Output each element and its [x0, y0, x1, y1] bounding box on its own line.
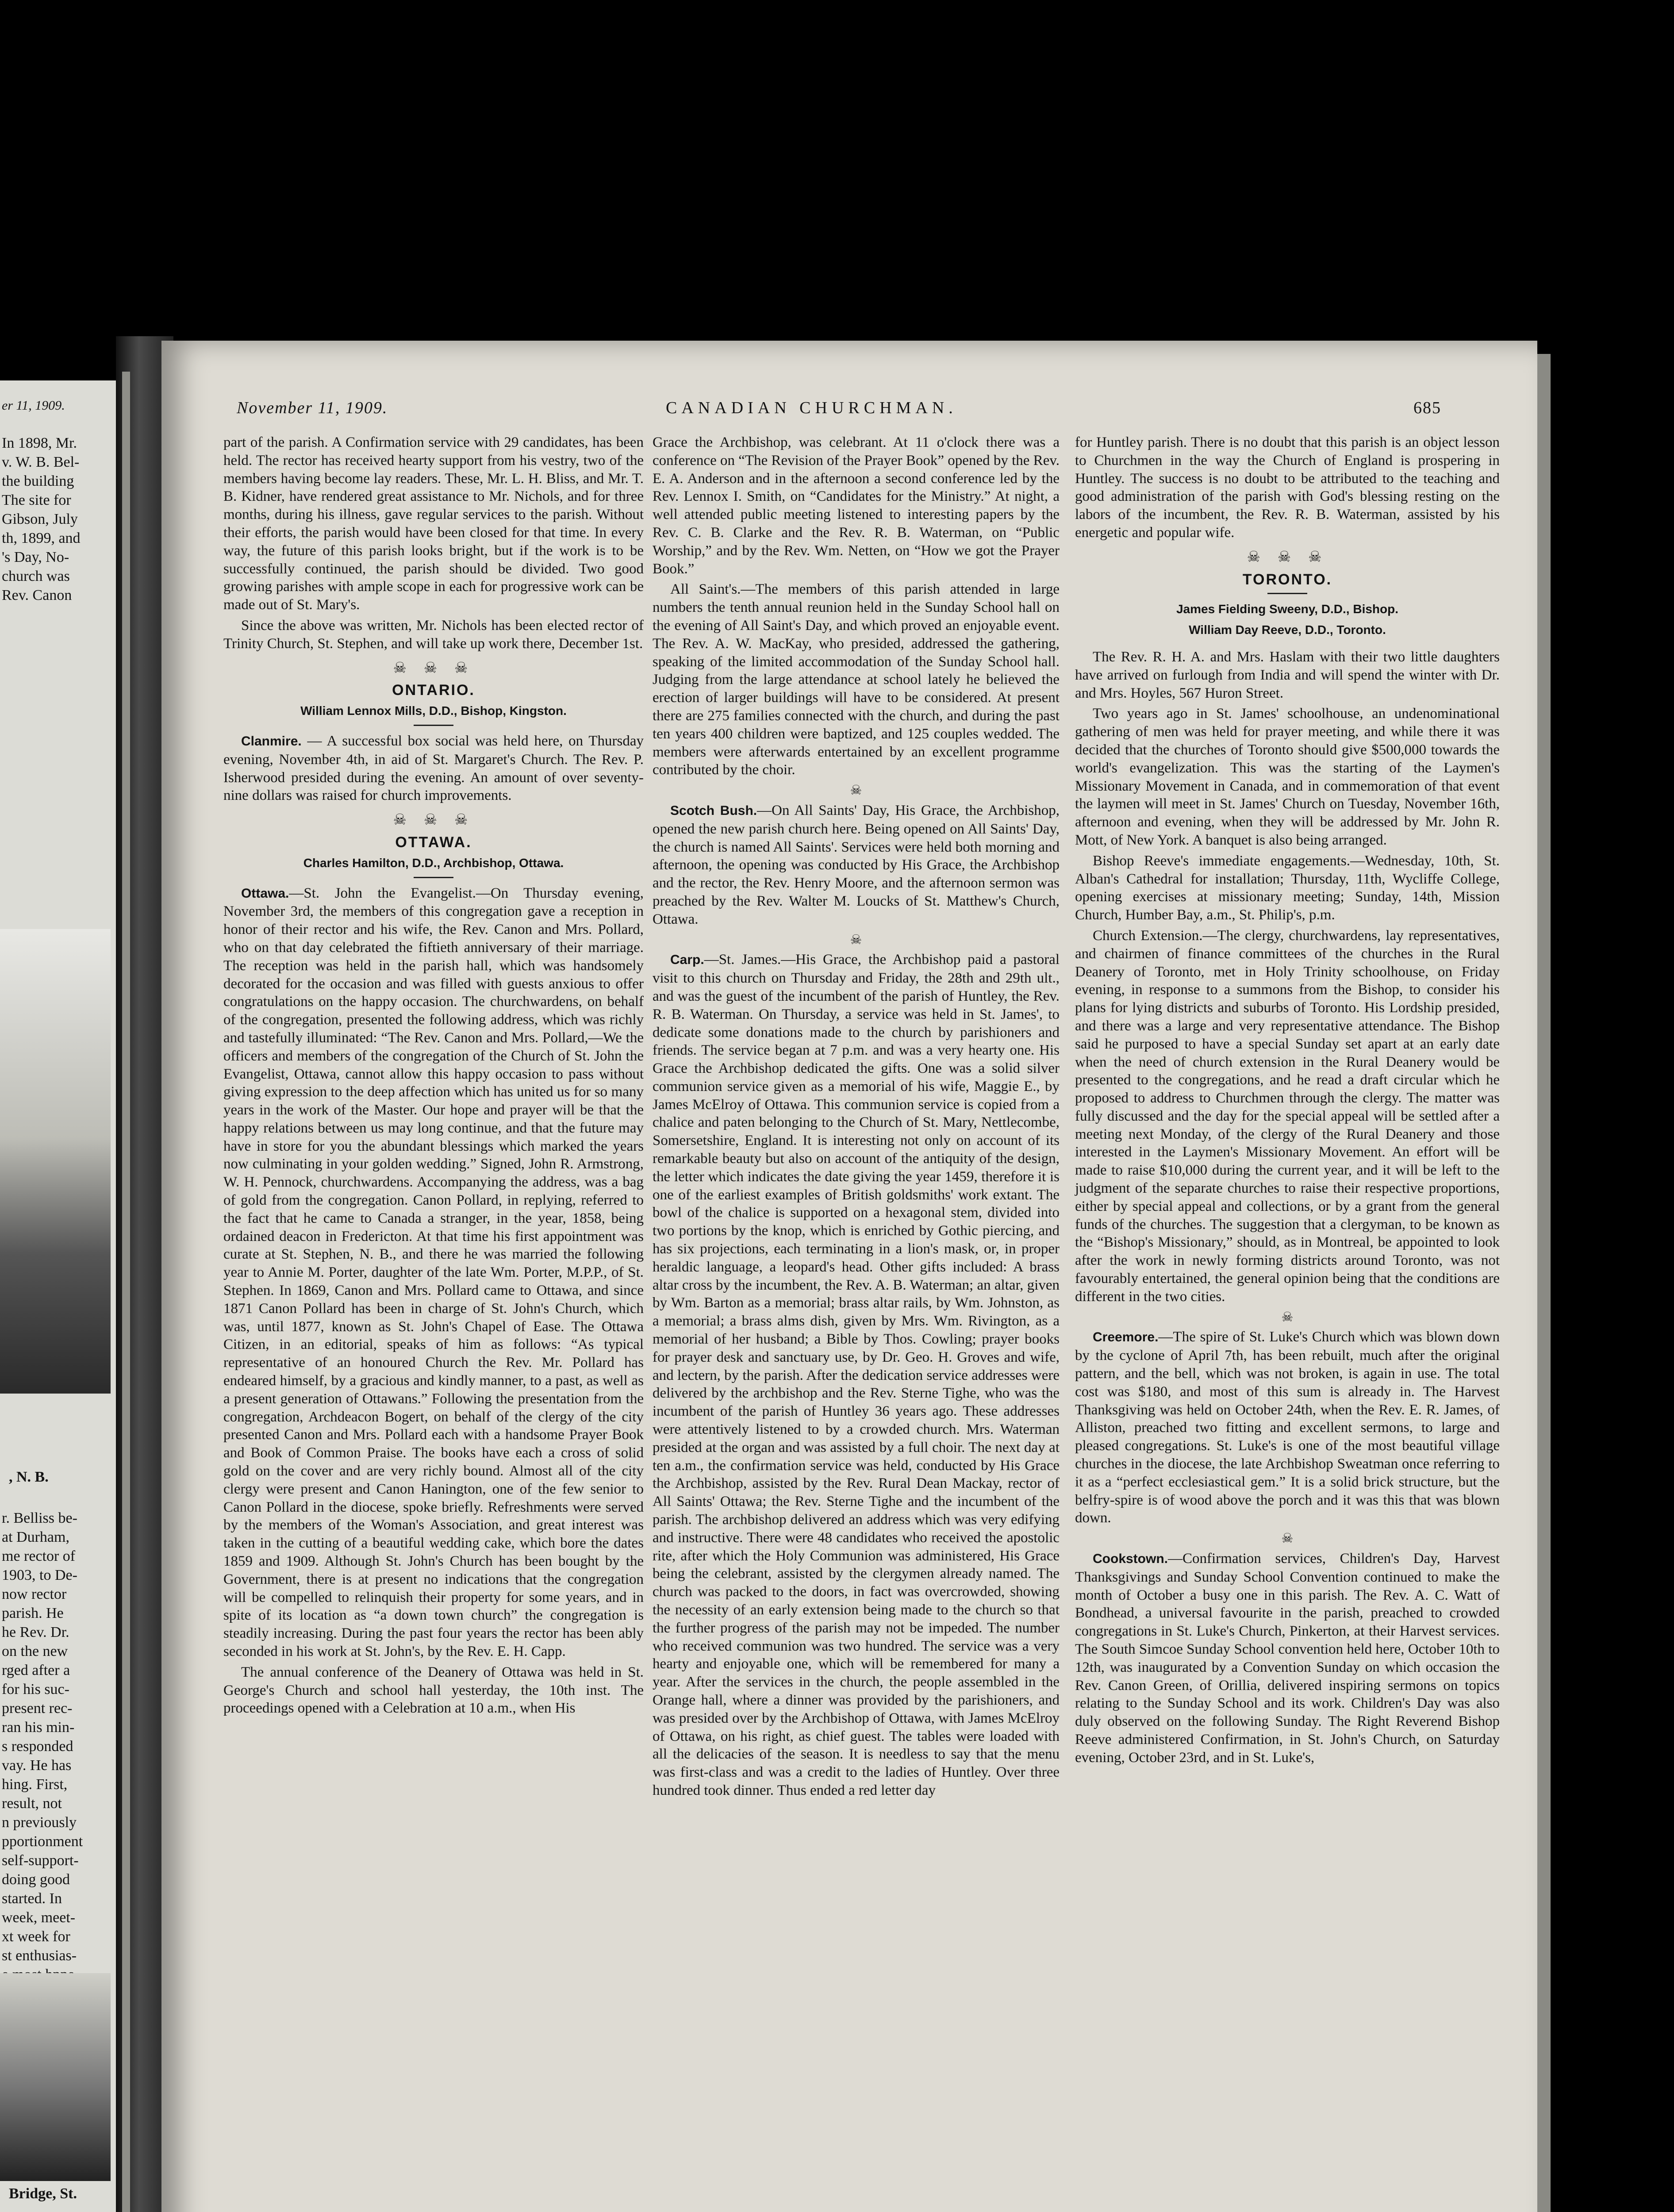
- item-ornament: ☠: [850, 932, 862, 948]
- paragraph: Two years ago in St. James' schoolhouse, an undenominational gathering of men was held for prayer meeting, and while there it was decided that the churches of Toronto should give $500,000 towards the world's evangelization. This was the starting of the Laymen's Missionary Movement in Canada, and in commemoration of that event the laymen will meet in St. James' Church on Tuesday, November 16th, afternoon and evening, when they will be addressed by Mr. John R. Mott, of New York. A banquet is also being arranged.: [1075, 706, 1500, 848]
- item-ornament: ☠: [1281, 1309, 1294, 1325]
- news-item-text: —St. John the Evangelist.—On Thursday evening, November 3rd, the members of this congregation gave a reception in honor of their rector and his wife, the Rev. Canon and Mrs. Pollard, who on that day celebrated the fiftieth anniversary of their marriage. The reception was held in the parish hall, which was handsomely decorated for the occasion and was filled with guests anxious to offer congratulations on the happy occasion. The churchwardens, on behalf of the congregation, presented the following address, which was richly and tastefully illuminated: “The Rev. Canon and Mrs. Pollard,—We the officers and members of the congregation of the Church of St. John the Evangelist, Ottawa, cannot allow this happy occasion to pass without giving expression to the deep affection which has united us for so many years in the work of the Master. Our hope and prayer will be that the happy relations between us may long continue, and that the future may have in store for you the abundant blessings which marked the years now culminating in your golden wedding.” Signed, John R. Armstrong, W. H. Pennock, churchwardens. Accompanying the address, was a bag of gold from the congregation. Canon Pollard, in replying, referred to the fact that he came to Canada a stranger, in the year, 1858, being ordained deacon in Fredericton. At that time his first appointment was curate at St. Stephen, N. B., and there he was married the following year to Annie M. Porter, daughter of the late Wm. Porter, M.P.P., of St. Stephen. In 1869, Canon and Mrs. Pollard came to Ottawa, and since 1871 Canon Pollard has been in charge of St. John's Church, which was, until 1877, known as St. John's Chapel of Ease. The Ottawa Citizen, in an editorial, speaks of him as follows: “As typical representative of an honoured Church the Rev. Mr. Pollard has endeared himself, by a gracious and kindly manner, to a past, as well as a present generation of Ottawans.” Following the presentation from the congregation, Archdeacon Bogert, on behalf of the clergy of the city presented Canon and Mrs. Pollard each with a handsome Prayer Book and Book of Common Praise. The books have each a cross of solid gold on the cover and are very richly bound. Almost all of the city clergy were present and Canon Hanington, one of the few senior to Canon Pollard in the diocese, spoke briefly. Refreshments were served by the members of the Woman's Association, and great interest was taken in the cutting of a beautiful wedding cake, which bore the dates 1859 and 1909. Although St. John's Church has been bought by the Government, there is at present no indications that the congregation will be compelled to relinquish their property for some years, and in spite of its location as “a down town church” the congregation is steadily increasing. During the past four years the rector has been ably seconded in his work at St. John's, by the Rev. E. H. Capp.: [223, 885, 644, 1659]
- paragraph: Church Extension.—The clergy, churchwardens, lay representatives, and chairmen of finance committees of the churches in the Rural Deanery of Toronto, met in Holy Trinity schoolhouse, on Friday evening, in response to a summons from the Bishop, to consider his plans for lying districts and suburbs of Toronto. His Lordship presided, and there was a large and very representative attendance. The Bishop said he purposed to have a special Sunday set apart at an early date when the need of church extension in the Rural Deanery would be presented to the congregations, and he read a draft circular which he proposed to address to Churchmen through the clergy. The matter was fully discussed and the day for the special appeal will be settled after a meeting next Monday, of the clergy of the Rural Deanery and those interested in the Laymen's Missionary Movement. An effort will be made to raise $10,000 during the current year, and it will be left to the judgment of the separate churches to raise their respective proportions, either by special appeal and collections, or by a grant from the general funds of the churches. The suggestion that a clergyman, to be known as the “Bishop's Missionary,” should, as in Montreal, be appointed to look after the work in newly forming districts around Toronto, was not favourably entertained, the general opinion being that the conditions are different in the two cities.: [1075, 927, 1500, 1305]
- divider: [414, 877, 453, 878]
- divider: [414, 725, 453, 726]
- news-item-text: —The spire of St. Luke's Church which was blown down by the cyclone of April 7th, has been rebuilt, much after the original pattern, and the bell, which was not broken, is again in use. The total cost was $180, and most of this sum is already in. The Harvest Thanksgiving was held on October 24th, when the Rev. E. R. James, of Alliston, preached two fitting and excellent sermons, to large and pleased congregations. St. Luke's is one of the most beautiful village churches in the diocese, the late Archbishop Sweatman once referring to it as a “perfect ecclesiastical gem.” It is a solid brick structure, but the belfry-spire is of wood above the porch and it was this that was blown down.: [1075, 1329, 1500, 1526]
- column-2: [653, 434, 1060, 1802]
- bishop-line: William Lennox Mills, D.D., Bishop, Kingston.: [300, 704, 567, 718]
- diocese-heading-toronto: TORONTO.: [1242, 571, 1332, 588]
- publication-title: CANADIAN CHURCHMAN.: [666, 399, 957, 417]
- divider: [1267, 593, 1307, 594]
- item-ornament: ☠: [850, 783, 862, 799]
- paragraph: All Saint's.—The members of this parish attended in large numbers the tenth annual reunion held in the Sunday School hall on the evening of All Saint's Day, and which proved an enjoyable event. The Rev. A. W. MacKay, who presided, addressed the gathering, speaking of the limited accommodation of the Sunday School hall. Judging from the large attendance at school lately he believed the erection of larger buildings will have to be considered. At present there are 275 families connected with the church, and during the past ten years 400 children were baptized, and 125 couples wedded. The members were afterwards entertained by an excellent programme contributed by the choir.: [653, 581, 1060, 778]
- place-name: Carp.: [670, 952, 704, 968]
- column-3: [1075, 434, 1500, 1770]
- bridge-photo: [0, 1973, 111, 2181]
- photo-caption: Bridge, St.: [9, 2185, 77, 2202]
- news-item-text: —St. James.—His Grace, the Archbishop paid a pastoral visit to this church on Thursday and Friday, the 28th and 29th ult., and was the guest of the incumbent of the parish of Huntley, the Rev. R. B. Waterman. On Thursday, a service was held in St. James', to dedicate some donations made to the church by parishioners and friends. The service began at 7 p.m. and was a very hearty one. His Grace the Archbishop dedicated the gifts. One was a solid silver communion service given as a memorial of his wife, Maggie E., by James McElroy of Ottawa. This communion service is copied from a chalice and paten belonging to the Church of St. Mary, Nettlecombe, Somersetshire, England. It is interesting not only on account of its remarkable beauty but also on account of the antiquity of the design, the letter which indicates the date giving the year 1459, therefore it is one of the earliest examples of British goldsmiths' work extant. The bowl of the chalice is supported on a hexagonal stem, divided into two portions by the knop, which is enriched by Gothic piercing, and has six projections, each terminating in a lion's mask, or, in proper heraldic language, a leopard's head. Other gifts included: A brass altar cross by the incumbent, the Rev. A. B. Waterman; an altar, given by Wm. Barton as a memorial; brass altar rails, by Wm. Johnston, as a memorial; a brass alms dish, given by Mrs. Wm. Rivington, as a memorial of her husband; a Bible by Thos. Cowling; prayer books for prayer desk and sanctuary use, by Dr. Geo. H. Groves and wife, and lectern, by the parish. After the dedication service addresses were delivered by the archbishop and the Rev. Sterne Tighe, who was the incumbent of the parish of Huntley 36 years ago. These addresses were attentively listened to by a crowded church. Mrs. Waterman presided at the organ and was assisted by a full choir. The next day at ten a.m., the confirmation service was held, conducted by His Grace the Archbishop, assisted by the Rev. Rural Dean Mackay, rector of All Saints' Ottawa; the Rev. Sterne Tighe and the incumbent of the parish. The archbishop delivered an address which was very edifying and instructive. There were 48 candidates who received the apostolic rite, after which the Holy Communion was administered, His Grace being the celebrant, assisted by the clergymen already named. The church was packed to the doors, in fact was overcrowded, showing the necessity of an early extension being made to the church so that the further progress of the parish may not be impeded. The number who received communion was two hundred. The service was a very hearty and enjoyable one, which will be remembered for many a year. After the services in the church, the people assembled in the Orange hall, where a dinner was provided by the parishioners, and was presided over by the Archbishop of Ottawa, with James McElroy of Ottawa, on his right, as chief guest. The tables were loaded with all the delicacies of the season. It is needless to say that the menu was first-class and was a credit to the ladies of Huntley. Over three hundred took dinner. Thus ended a red letter day: [653, 952, 1060, 1798]
- diocese-heading-ottawa: OTTAWA.: [395, 833, 472, 851]
- place-name: Cookstown.: [1093, 1551, 1168, 1567]
- place-name: Clanmire.: [241, 733, 302, 749]
- page-685: [161, 341, 1537, 2212]
- paragraph: for Huntley parish. There is no doubt that this parish is an object lesson to Churchmen in the way the Church of England is prospering in Huntley. The success is no doubt to be attributed to the teaching and good administration of the parish with God's blessing resting on the labors of the incumbent, the Rev. R. B. Waterman, assisted by his energetic and popular wife.: [1075, 434, 1500, 541]
- item-ornament: ☠: [1281, 1531, 1294, 1547]
- section-ornament: ☠ ☠ ☠: [1247, 548, 1328, 566]
- news-item-text: —On All Saints' Day, His Grace, the Archbishop, opened the new parish church here. Being opened on All Saints' Day, the church is named All Saints'. Services were held both morning and afternoon, the opening was conducted by His Grace, the Archbishop and the rector, the Rev. Henry Moore, and the afternoon sermon was preached by the Rev. Walter M. Loucks of St. Matthew's Church, Ottawa.: [653, 802, 1060, 927]
- place-name: Scotch Bush.: [670, 803, 757, 818]
- paragraph: Since the above was written, Mr. Nichols has been elected rector of Trinity Church, St. Stephen, and will take up work there, December 1st.: [223, 617, 644, 652]
- news-item-text: —Confirmation services, Children's Day, Harvest Thanksgivings and Sunday School Convention continued to make the month of October a busy one in this parish. The Rev. A. C. Watt of Bondhead, a universal favourite in the parish, preached to crowded congregations in St. Luke's Church, Pinkerton, at their Harvest services. The South Simcoe Sunday School convention held here, October 10th to 12th, was inaugurated by a Convention Sunday on which occasion the Rev. Canon Green, of Orillia, delivered inspiring sermons on topics relating to the Sunday School and its work. Children's Day was also duly observed on the following Sunday. The Right Reverend Bishop Reeve administered Confirmation, in St. John's Church, on Saturday evening, October 23rd, and in St. Luke's,: [1075, 1551, 1500, 1766]
- paragraph: part of the parish. A Confirmation service with 29 candidates, has been held. The rector has received hearty support from his vestry, two of the members having become lay readers. These, Mr. L. H. Bliss, and Mr. T. B. Kidner, have rendered great assistance to Mr. Nichols, and for three months, during his illness, gave regular services to the parish. Without their efforts, the parish would have been closed for that time. In every way, the future of this parish looks bright, but if the work is to be successfully continued, the parish should be divided. Two good growing parishes with ample scope in each for progressive work can be made out of St. Mary's.: [223, 434, 644, 613]
- bishop-line: Charles Hamilton, D.D., Archbishop, Ottawa.: [303, 856, 564, 870]
- paragraph: Grace the Archbishop, was celebrant. At 11 o'clock there was a conference on “The Revision of the Prayer Book” opened by the Rev. E. A. Anderson and in the afternoon a second conference led by the Rev. Lennox I. Smith, on “Candidates for the Ministry.” At night, a well attended public meeting listened to interesting papers by the Rev. C. B. Clarke and the Rev. R. B. Waterman, on “Public Worship,” and by the Rev. Wm. Netten, on “How we got the Prayer Book.”: [653, 434, 1060, 577]
- place-name: Creemore.: [1093, 1330, 1159, 1345]
- issue-date: November 11, 1909.: [237, 399, 388, 417]
- left-page-fragment: [0, 380, 116, 2212]
- news-item-text: — A successful box social was held here, on Thursday evening, November 4th, in aid of St. Margaret's Church. The Rev. P. Isherwood presided during the evening. An amount of over seventy-nine dollars was raised for church improvements.: [223, 733, 644, 804]
- section-ornament: ☠ ☠ ☠: [393, 811, 474, 829]
- left-page-header: er 11, 1909.: [2, 398, 65, 413]
- paragraph: The annual conference of the Deanery of Ottawa was held in St. George's Church and school hall yesterday, the 10th inst. The proceedings opened with a Celebration at 10 a.m., when His: [223, 1664, 644, 1717]
- column-1: [223, 434, 644, 1720]
- bishop-line: James Fielding Sweeny, D.D., Bishop.: [1176, 602, 1399, 616]
- left-heading: , N. B.: [9, 1469, 49, 1485]
- left-text-top: In 1898, Mr. v. W. B. Bel- the building The site for Gibson, July th, 1899, and 's Day, No- church was Rev. Canon: [2, 435, 81, 603]
- paragraph: Bishop Reeve's immediate engagements.—Wednesday, 10th, St. Alban's Cathedral for installation; Thursday, 11th, Wycliffe College, opening exercises at missionary meeting; Sunday, 14th, Mission Church, Humber Bay, a.m., St. Philip's, p.m.: [1075, 853, 1500, 923]
- place-name: Ottawa.: [241, 886, 289, 901]
- page-number: 685: [1413, 399, 1441, 417]
- page-edge: [1537, 354, 1551, 2212]
- church-photo: [0, 929, 111, 1394]
- left-text-mid: r. Belliss be- at Durham, me rector of 1903, to De- now rector parish. He he Rev. Dr. on the new rged after a for his suc- present rec- ran his min- s responded vay. He has hing. First, result, not n previously pportionment self-support- doing good started. In week, meet- xt week for st enthusias-: [2, 1510, 83, 1964]
- section-ornament: ☠ ☠ ☠: [393, 659, 474, 677]
- diocese-heading-ontario: ONTARIO.: [392, 682, 475, 699]
- paragraph: The Rev. R. H. A. and Mrs. Haslam with their two little daughters have arrived on furlough from India and will spend the winter with Dr. and Mrs. Hoyles, 567 Huron Street.: [1075, 649, 1500, 701]
- bishop-line: William Day Reeve, D.D., Toronto.: [1189, 623, 1386, 637]
